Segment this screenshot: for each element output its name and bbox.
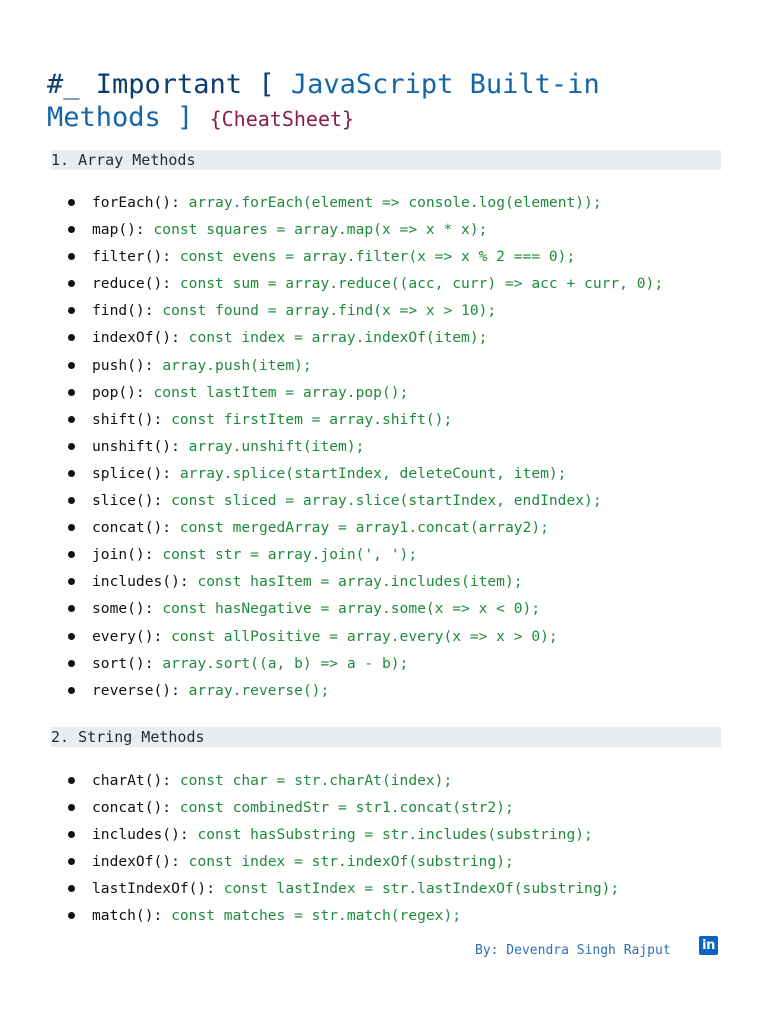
method-name: lastIndexOf(): (92, 880, 216, 898)
method-name: indexOf(): (92, 853, 180, 871)
author-credit: By: Devendra Singh Rajput (475, 943, 671, 958)
title-cheatsheet: {CheatSheet} (209, 107, 355, 131)
code-example: const firstItem = array.shift(); (171, 410, 453, 428)
bullet-icon (68, 804, 75, 811)
method-name: forEach(): (92, 194, 180, 211)
method-name: unshift(): (92, 437, 180, 455)
code-example: array.push(item); (162, 356, 312, 374)
title-accent: JavaScript Built-in (290, 69, 600, 100)
code-example: const allPositive = array.every(x => x > 0); (171, 627, 558, 645)
bullet-icon (68, 307, 75, 314)
method-name: every(): (92, 627, 163, 645)
bullet-icon (68, 416, 75, 423)
list-item (0, 270, 768, 297)
array-methods-list (0, 189, 768, 704)
bullet-icon (68, 578, 75, 585)
method-name: shift(): (92, 410, 163, 428)
list-item (0, 514, 768, 541)
section-title: 1. Array Methods (51, 151, 196, 169)
list-item (0, 352, 768, 379)
code-example: const hasNegative = array.some(x => x < 0); (162, 600, 541, 618)
bullet-icon (68, 912, 75, 919)
bullet-icon (68, 885, 75, 892)
bullet-icon (68, 633, 75, 640)
code-example: const index = str.indexOf(substring); (188, 853, 514, 871)
bullet-icon (68, 334, 75, 341)
title-line2: Methods ] (47, 102, 194, 133)
list-item (0, 406, 768, 433)
method-name: reduce(): (92, 275, 172, 293)
list-item (0, 902, 768, 929)
section-header-string-methods (51, 727, 721, 747)
code-example: const found = array.find(x => x > 10); (162, 302, 497, 320)
code-example: const lastIndex = str.lastIndexOf(substring); (223, 880, 620, 898)
list-item (0, 379, 768, 406)
method-name: some(): (92, 600, 154, 618)
bullet-icon (68, 443, 75, 450)
code-example: const matches = str.match(regex); (171, 907, 462, 925)
method-name: slice(): (92, 492, 163, 510)
method-name: map(): (92, 221, 145, 239)
bullet-icon (68, 199, 75, 206)
method-name: match(): (92, 907, 163, 925)
bullet-icon (68, 660, 75, 667)
list-item (0, 595, 768, 622)
code-example: array.unshift(item); (188, 437, 365, 455)
method-name: reverse(): (92, 681, 180, 699)
method-name: indexOf(): (92, 329, 180, 347)
list-item (0, 541, 768, 568)
method-name: push(): (92, 356, 154, 374)
code-example: const str = array.join(', '); (162, 546, 418, 564)
code-example: const mergedArray = array1.concat(array2); (179, 519, 549, 537)
list-item (0, 189, 768, 216)
method-name: join(): (92, 546, 154, 564)
method-name: splice(): (92, 464, 172, 482)
code-example: array.sort((a, b) => a - b); (162, 654, 409, 672)
method-name: includes(): (92, 573, 189, 591)
method-name: filter(): (92, 248, 172, 266)
list-item (0, 677, 768, 704)
section-header-array-methods (51, 150, 721, 170)
list-item (0, 487, 768, 514)
bullet-icon (68, 858, 75, 865)
code-example: array.forEach(element => console.log(element)); (188, 194, 602, 211)
list-item (0, 794, 768, 821)
linkedin-icon[interactable]: in (699, 936, 718, 955)
bullet-icon (68, 551, 75, 558)
code-example: const sliced = array.slice(startIndex, endIndex); (171, 492, 602, 510)
list-item (0, 821, 768, 848)
code-example: const evens = array.filter(x => x % 2 === 0); (179, 248, 576, 266)
string-methods-list (0, 767, 768, 930)
list-item (0, 650, 768, 677)
bullet-icon (68, 280, 75, 287)
bullet-icon (68, 687, 75, 694)
method-name: includes(): (92, 826, 189, 844)
list-item (0, 324, 768, 351)
list-item (0, 875, 768, 902)
method-name: sort(): (92, 654, 154, 672)
code-example: const combinedStr = str1.concat(str2); (179, 799, 514, 817)
list-item (0, 216, 768, 243)
code-example: const char = str.charAt(index); (179, 772, 453, 789)
method-name: concat(): (92, 799, 172, 817)
bullet-icon (68, 605, 75, 612)
code-example: const index = array.indexOf(item); (188, 329, 488, 347)
code-example: const hasItem = array.includes(item); (197, 573, 523, 591)
bullet-icon (68, 497, 75, 504)
list-item (0, 297, 768, 324)
list-item (0, 243, 768, 270)
bullet-icon (68, 831, 75, 838)
bullet-icon (68, 524, 75, 531)
bullet-icon (68, 470, 75, 477)
list-item (0, 460, 768, 487)
list-item (0, 568, 768, 595)
code-example: const sum = array.reduce((acc, curr) => acc + curr, 0); (179, 275, 664, 293)
method-name: concat(): (92, 519, 172, 537)
list-item (0, 767, 768, 794)
page-title (47, 68, 727, 136)
list-item (0, 848, 768, 875)
code-example: array.splice(startIndex, deleteCount, item); (179, 464, 567, 482)
bullet-icon (68, 777, 75, 784)
bullet-icon (68, 226, 75, 233)
code-example: const lastItem = array.pop(); (153, 383, 409, 401)
section-title: 2. String Methods (51, 728, 205, 746)
code-example: array.reverse(); (188, 681, 330, 699)
title-prefix: #_ Important [ (47, 69, 291, 100)
code-example: const squares = array.map(x => x * x); (153, 221, 488, 239)
bullet-icon (68, 389, 75, 396)
method-name: charAt(): (92, 772, 172, 789)
method-name: pop(): (92, 383, 145, 401)
method-name: find(): (92, 302, 154, 320)
list-item (0, 433, 768, 460)
list-item (0, 623, 768, 650)
bullet-icon (68, 253, 75, 260)
bullet-icon (68, 362, 75, 369)
code-example: const hasSubstring = str.includes(substring); (197, 826, 593, 844)
